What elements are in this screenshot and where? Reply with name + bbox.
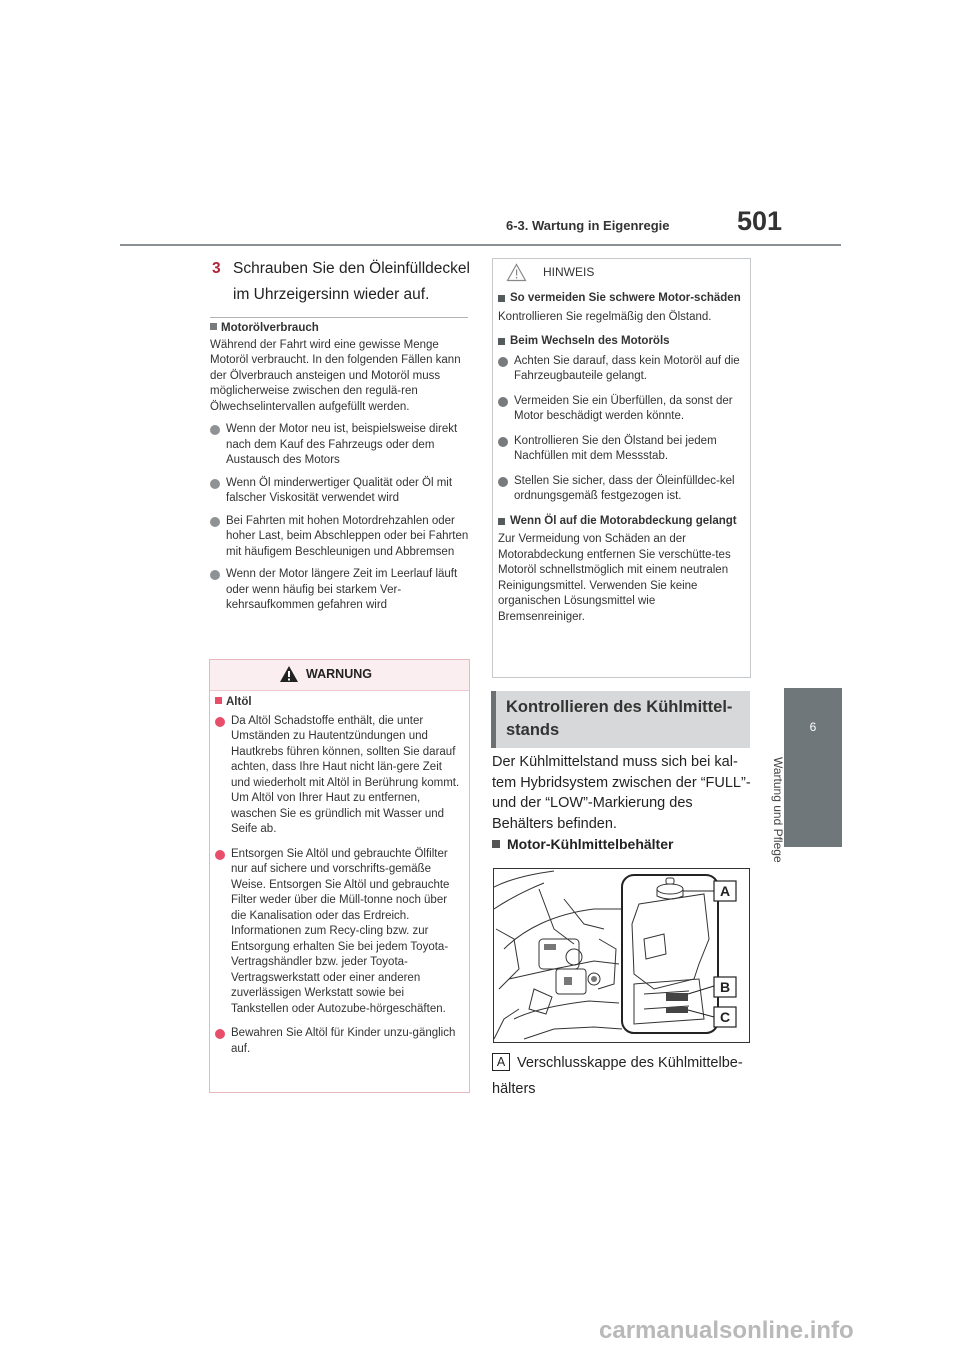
reservoir-heading: Motor-Kühlmittelbehälter	[492, 836, 673, 852]
square-bullet-icon	[215, 697, 222, 704]
coolant-reservoir-illustration	[493, 868, 750, 1043]
figure-caption-a	[492, 1050, 752, 1102]
list-item: Bei Fahrten mit hohen Motordrehzahlen oder hoher Last, beim Abschleppen oder bei Fahrten mit häufigem Beschleunigen und Abbremsen	[210, 514, 472, 561]
list-item: Da Altöl Schadstoffe enthält, die unter Umständen zu Hautentzündungen und Hautkrebs führen können, sollten Sie darauf achten, dass Ihre Haut nicht län-gere Zeit und wiederholt mit Altöl in Berührung kommt. Um Altöl von Ihrer Haut zu entfernen, waschen Sie es gründlich mit Wasser und Seife ab.	[215, 714, 463, 838]
bullet-dot-icon	[498, 397, 508, 407]
square-bullet-icon	[492, 840, 500, 848]
square-bullet-icon	[498, 518, 505, 525]
caption-letter-box: A	[492, 1053, 510, 1071]
bullet-dot-icon	[210, 570, 220, 580]
list-item: Wenn Öl minderwertiger Qualität oder Öl mit falscher Viskosität verwendet wird	[210, 476, 472, 507]
section-divider	[210, 317, 468, 318]
warning-heading: Altöl	[215, 695, 463, 711]
list-item: Stellen Sie sicher, dass der Öleinfülldec-kel ordnungsgemäß festgezogen ist.	[498, 474, 743, 505]
bullet-dot-icon	[498, 477, 508, 487]
bullet-dot-icon	[215, 850, 225, 860]
chapter-title: Wartung und Pflege	[771, 757, 785, 863]
notice-heading: Beim Wechseln des Motoröls	[498, 334, 743, 350]
square-bullet-icon	[210, 323, 217, 330]
chapter-number: 6	[809, 720, 817, 734]
warning-title: WARNUNG	[306, 667, 372, 681]
notice-box	[492, 258, 751, 678]
warning-box	[209, 659, 470, 1093]
bullet-dot-icon	[215, 1029, 225, 1039]
coolant-heading: Kontrollieren des Kühlmittel-stands	[491, 691, 750, 748]
caution-triangle-icon	[506, 263, 527, 282]
list-item: Wenn der Motor neu ist, beispielsweise direkt nach dem Kauf des Fahrzeugs oder dem Austausch des Motors	[210, 422, 472, 469]
warning-triangle-icon	[279, 665, 299, 683]
list-item: Wenn der Motor längere Zeit im Leerlauf läuft oder wenn häufig bei starkem Ver-kehrsaufkommen gefahren wird	[210, 567, 472, 614]
list-item: Bewahren Sie Altöl für Kinder unzu-gänglich auf.	[215, 1026, 463, 1057]
bullet-dot-icon	[210, 479, 220, 489]
page-number: 501	[737, 206, 783, 236]
warning-header	[210, 660, 469, 691]
oil-consumption-intro: Während der Fahrt wird eine gewisse Menge Motoröl verbraucht. In den folgenden Fällen kann der Ölverbrauch ansteigen und Motoröl muss möglicherweise zwischen den regulä-ren Ölwechselintervallen aufgefüllt werden.	[210, 338, 461, 413]
caption-text: Verschlusskappe des Kühlmittelbe-hälters	[492, 1055, 743, 1097]
bullet-dot-icon	[210, 425, 220, 435]
step-text: Schrauben Sie den Öleinfülldeckel im Uhrzeigersinn wieder auf.	[233, 260, 470, 303]
oil-consumption-heading: Motorölverbrauch	[210, 321, 472, 337]
header-divider	[120, 244, 841, 246]
bullet-dot-icon	[498, 437, 508, 447]
figure-label-a: A	[719, 883, 731, 899]
square-bullet-icon	[498, 295, 505, 302]
list-item: Vermeiden Sie ein Überfüllen, da sonst der Motor beschädigt werden könnte.	[498, 394, 743, 425]
section-title: 6-3. Wartung in Eigenregie	[506, 218, 670, 233]
notice-text: Zur Vermeidung von Schäden an der Motorabdeckung entfernen Sie verschütte-tes Motoröl schnellstmöglich mit einem neutralen Reinigungsmittel. Verwenden Sie keine organischen Lösungsmittel wie Bremsenreiniger.	[498, 533, 731, 623]
notice-header	[493, 259, 750, 285]
notice-heading: Wenn Öl auf die Motorabdeckung gelangt	[498, 514, 743, 530]
bullet-dot-icon	[498, 357, 508, 367]
coolant-paragraph: Der Kühlmittelstand muss sich bei kal-tem Hybridsystem zwischen der “FULL”- und der “LOW”-Markierung des Behälters befinden.	[492, 754, 751, 832]
notice-text: Kontrollieren Sie regelmäßig den Ölstand.	[498, 310, 712, 323]
figure-label-c: C	[719, 1009, 731, 1025]
figure-label-b: B	[719, 979, 731, 995]
engine-bay-drawing	[494, 869, 749, 1042]
square-bullet-icon	[498, 338, 505, 345]
step-3	[212, 256, 470, 308]
bullet-dot-icon	[210, 517, 220, 527]
oil-consumption-section	[210, 321, 472, 614]
bullet-dot-icon	[215, 717, 225, 727]
list-item: Entsorgen Sie Altöl und gebrauchte Ölfilter nur auf sichere und vorschrifts-gemäße Weise. Entsorgen Sie Altöl und gebrauchte Filter weder über die Müll-tonne noch über die Kanalisation oder das Erdreich. Informationen zum Recy-cling bzw. zur Entsorgung erhalten Sie bei jedem Toyota-Vertragshändler bzw. jeder Toyota-Vertragswerkstatt oder einer anderen zuverlässigen Werkstatt sowie bei Tankstellen oder Autozube-hörgeschäften.	[215, 847, 463, 1018]
chapter-title-vertical	[771, 757, 811, 897]
list-item: Achten Sie darauf, dass kein Motoröl auf die Fahrzeugbauteile gelangt.	[498, 354, 743, 385]
watermark: carmanualsonline.info	[599, 1317, 854, 1344]
list-item: Kontrollieren Sie den Ölstand bei jedem Nachfüllen mit dem Messstab.	[498, 434, 743, 465]
step-number: 3	[212, 260, 221, 277]
notice-title: HINWEIS	[543, 265, 595, 279]
notice-heading: So vermeiden Sie schwere Motor-schäden	[498, 291, 743, 307]
